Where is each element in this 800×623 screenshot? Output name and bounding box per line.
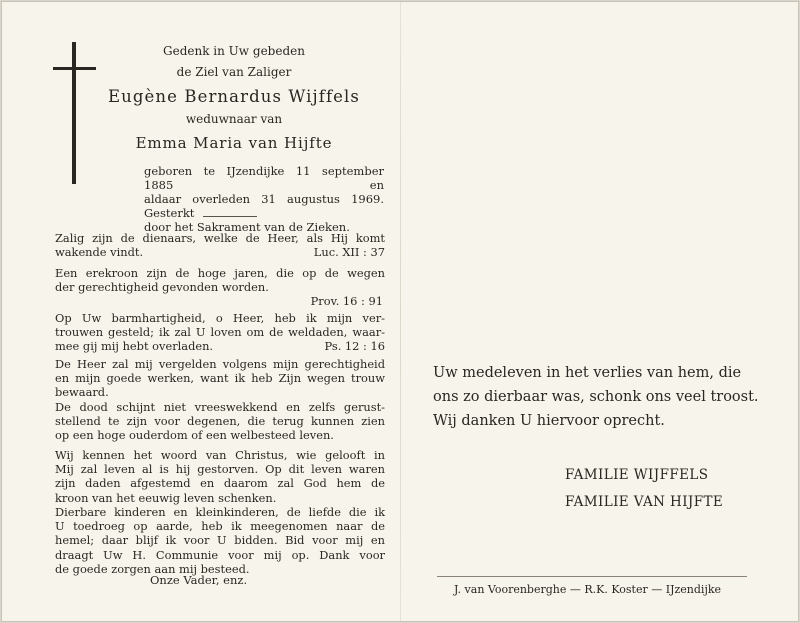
verse-line: Mij zal leven al is hij gestorven. Op dit leven waren: [55, 462, 385, 477]
verse-7: [55, 505, 385, 576]
family-name-1: FAMILIE WIJFFELS: [565, 467, 709, 483]
verse-line: wakende vindt.: [55, 245, 144, 260]
verse-line: de goede zorgen aan mij besteed.: [55, 561, 250, 576]
verse-line: trouwen gesteld; ik zal U loven om de weldaden, waar-: [55, 325, 385, 340]
verse-1: [55, 231, 385, 259]
verse-3: [55, 311, 385, 354]
verse-line: en mijn goede werken, want ik heb Zijn wegen trouw: [55, 371, 385, 386]
bio-line: geboren te IJzendijke 11 september 1885 en: [144, 164, 384, 192]
memorial-card: [2, 2, 798, 621]
verse-line: bewaard.: [55, 385, 109, 400]
bio-text: [144, 164, 384, 234]
bio-line: aldaar overleden 31 augustus 1969. Gesterkt: [144, 192, 384, 220]
verse-line: Wij kennen het woord van Christus, wie gelooft in: [55, 448, 385, 462]
cross-horizontal: [53, 67, 96, 70]
verse-line: Zalig zijn de dienaars, welke de Heer, als Hij komt: [55, 231, 385, 245]
divider: [203, 216, 257, 217]
verse-line: der gerechtigheid gevonden worden.: [55, 280, 269, 295]
verse-line: mee gij mij hebt overladen.: [55, 339, 214, 354]
intro-line-1: Gedenk in Uw gebeden: [163, 44, 305, 58]
verse-line: hemel; daar blijf ik voor U bidden. Bid voor mij en: [55, 533, 385, 548]
verse-line: U toedroeg op aarde, heb ik meegenomen naar de: [55, 519, 385, 534]
verse-reference: Luc. XII : 37: [313, 245, 385, 260]
verse-line: De dood schijnt niet vreeswekkend en zelfs gerust-: [55, 400, 385, 414]
verse-4: [55, 357, 385, 400]
spouse-name: Emma Maria van Hijfte: [135, 134, 333, 152]
verse-reference: Ps. 12 : 16: [324, 339, 385, 354]
fold-line: [400, 2, 401, 621]
verse-line: op een hoge ouderdom of een welbesteed leven.: [55, 428, 334, 443]
thanks-line: Uw medeleven in het verlies van hem, die: [433, 365, 742, 381]
cross-vertical: [72, 42, 76, 184]
printer-divider: [437, 576, 747, 577]
deceased-name: Eugène Bernardus Wijffels: [108, 87, 360, 106]
verse-line: De Heer zal mij vergelden volgens mijn gerechtigheid: [55, 357, 385, 371]
thanks-message: [433, 361, 759, 433]
verse-line: stellend te zijn voor degenen, die terug kunnen zien: [55, 414, 385, 429]
thanks-line: ons zo dierbaar was, schonk ons veel troost.: [433, 389, 759, 405]
verse-2: [55, 266, 385, 309]
verse-line: draagt Uw H. Communie voor mij op. Dank voor: [55, 547, 385, 562]
intro-line-2: de Ziel van Zaliger: [176, 65, 292, 79]
verse-line: Dierbare kinderen en kleinkinderen, de liefde die ik: [55, 505, 385, 519]
printer-credit: J. van Voorenberghe — R.K. Koster — IJzendijke: [454, 583, 722, 596]
verse-6: [55, 448, 385, 505]
thanks-line: Wij danken U hiervoor oprecht.: [433, 413, 665, 429]
verse-reference: Prov. 16 : 91: [310, 294, 383, 309]
bio-line: door het Sakrament van de Zieken.: [144, 220, 350, 234]
verse-line: zijn daden afgestemd en daarom zal God hem de: [55, 476, 385, 491]
verse-line: Op Uw barmhartigheid, o Heer, heb ik mijn ver-: [55, 311, 385, 325]
verse-line: kroon van het eeuwig leven schenken.: [55, 490, 277, 505]
verse-5: [55, 400, 385, 443]
verse-line: Een erekroon zijn de hoge jaren, die op de wegen: [55, 266, 385, 280]
closing-prayer: Onze Vader, enz.: [150, 573, 248, 587]
relation-line: weduwnaar van: [185, 112, 283, 126]
family-name-2: FAMILIE VAN HIJFTE: [565, 494, 724, 510]
